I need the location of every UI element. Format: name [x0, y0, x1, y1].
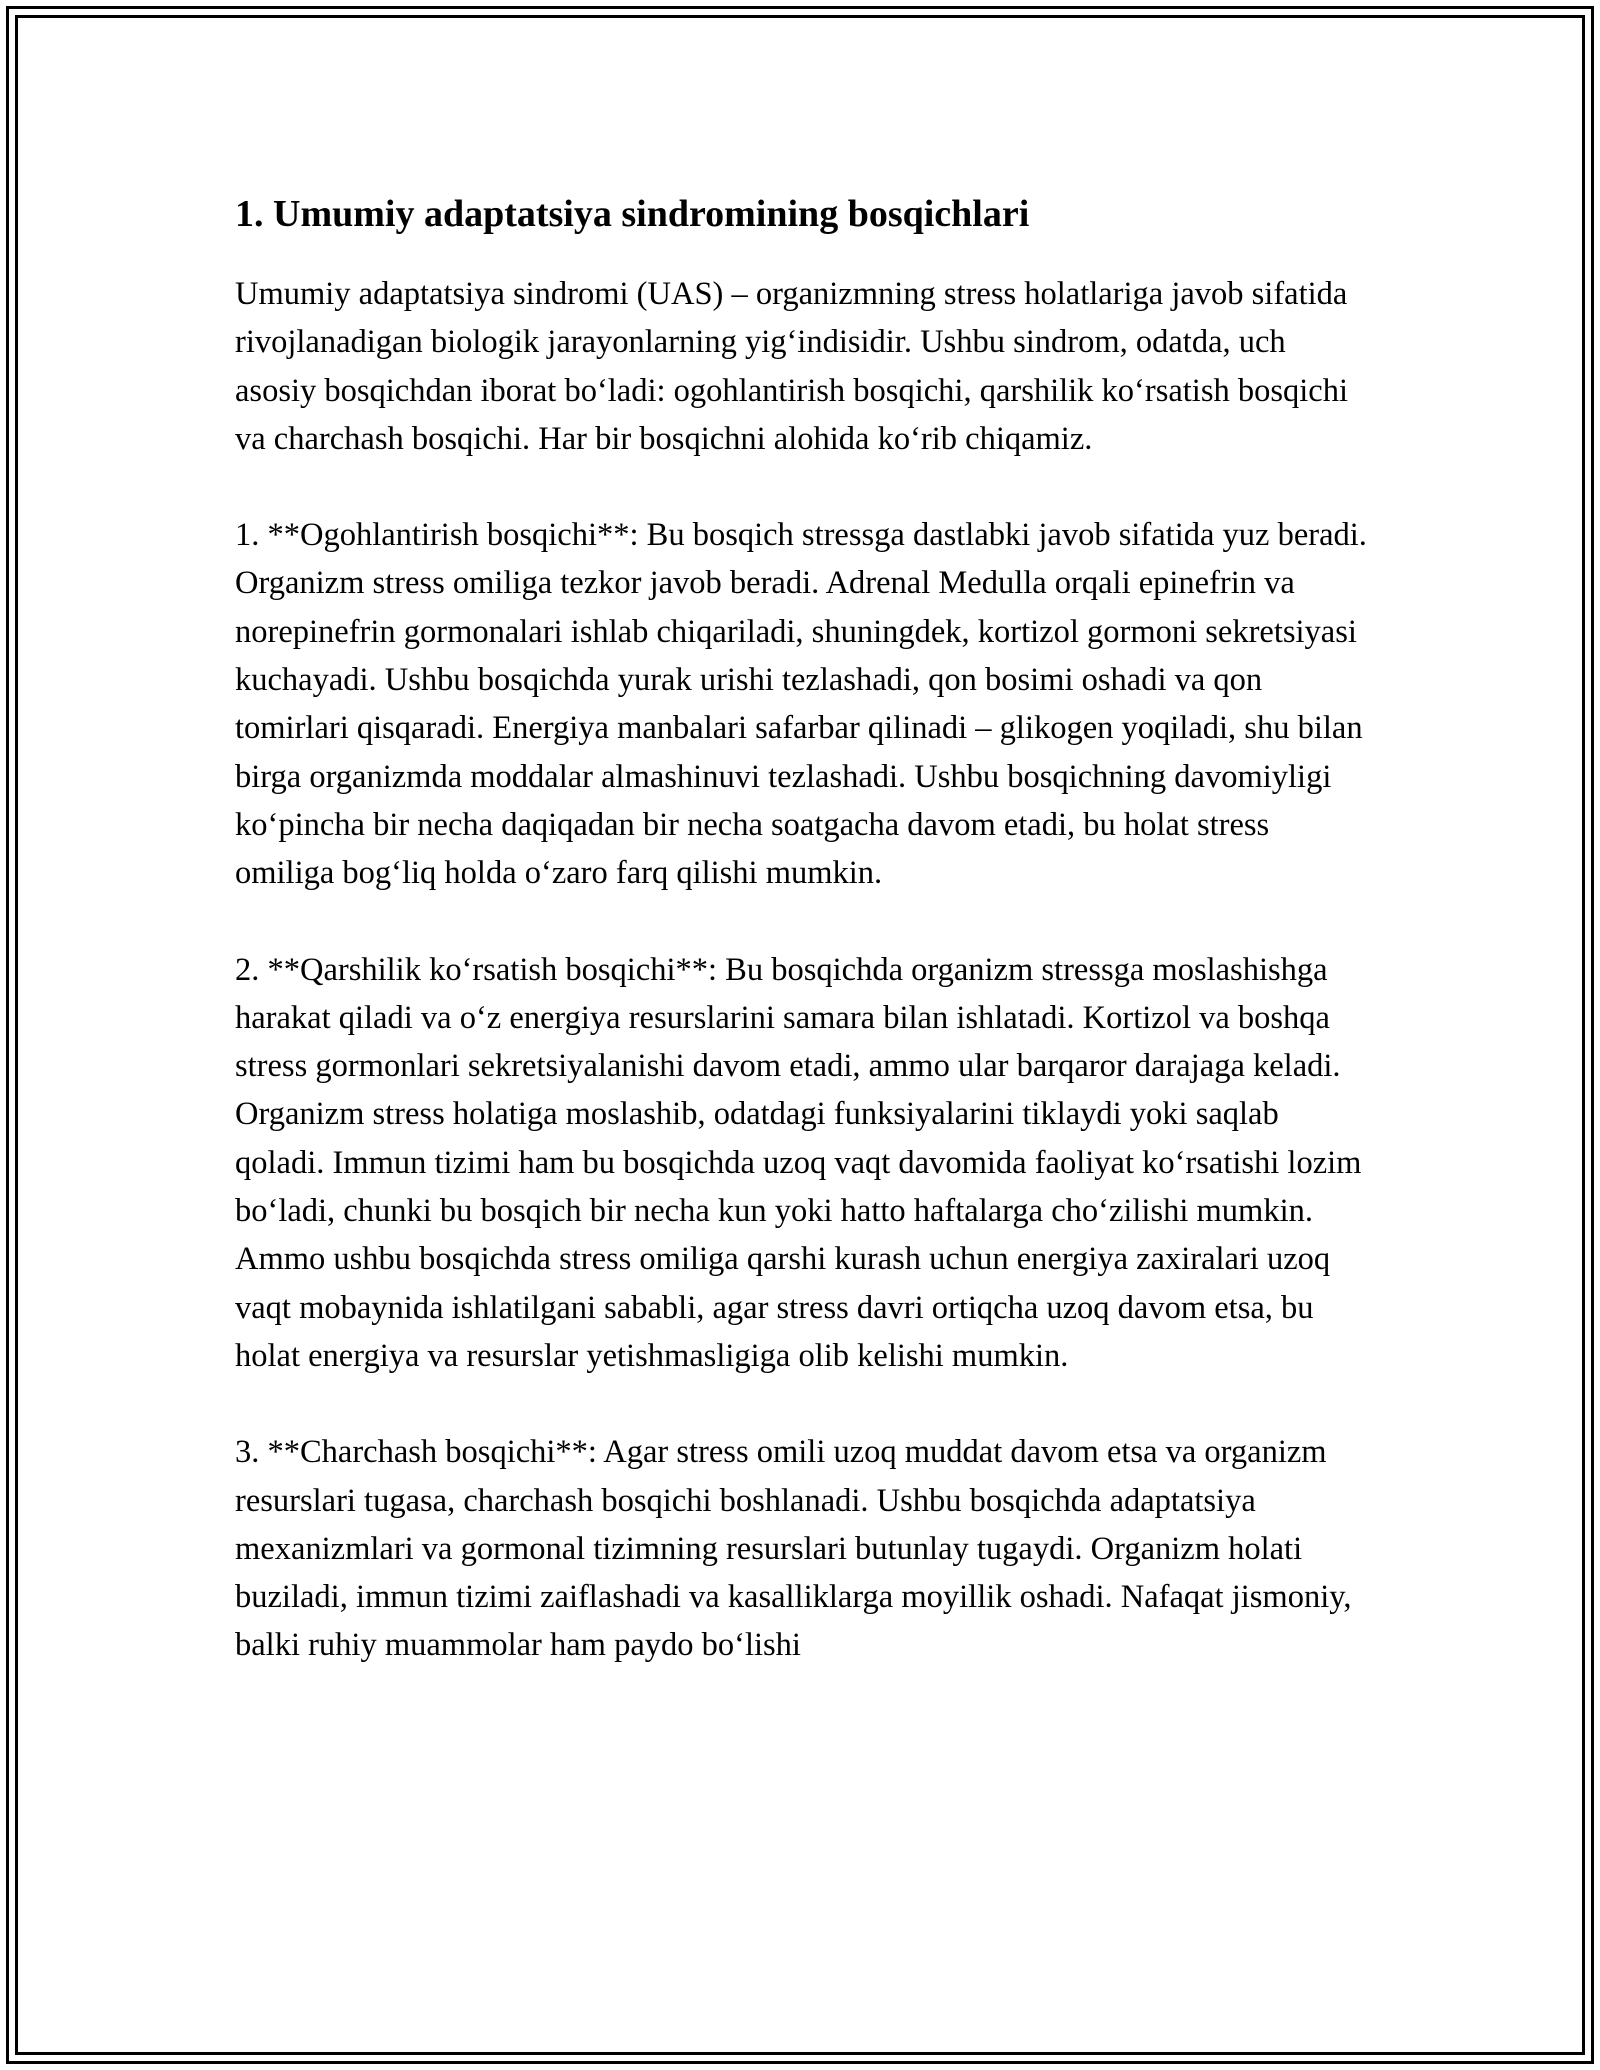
document-body [235, 188, 1375, 1670]
stage-3-paragraph: 3. **Charchash bosqichi**: Agar stress omili uzoq muddat davom etsa va organizm resurslari tugasa, charchash bosqichi boshlanadi. Ushbu bosqichda adaptatsiya mexanizmlari va gormonal tizimning resurslari butunlay tugaydi. Organizm holati buziladi, immun tizimi zaiflashadi va kasalliklarga moyillik oshadi. Nafaqat jismoniy, balki ruhiy muammolar ham paydo bo‘lishi [235, 1434, 1352, 1664]
section-title: 1. Umumiy adaptatsiya sindromining bosqichlari [235, 193, 1030, 235]
stage-2-paragraph: 2. **Qarshilik ko‘rsatish bosqichi**: Bu bosqichda organizm stressga moslashishga harakat qiladi va o‘z energiya resurslarini samara bilan ishlatadi. Kortizol va boshqa stress gormonlari sekretsiyalanishi davom etadi, ammo ular barqaror darajaga keladi. Organizm stress holatiga moslashib, odatdagi funksiyalarini tiklaydi yoki saqlab qoladi. Immun tizimi ham bu bosqichda uzoq vaqt davomida faoliyat ko‘rsatishi lozim bo‘ladi, chunki bu bosqich bir necha kun yoki hatto haftalarga cho‘zilishi mumkin. Ammo ushbu bosqichda stress omiliga qarshi kurash uchun energiya zaxiralari uzoq vaqt mobaynida ishlatilgani sababli, agar stress davri ortiqcha uzoq davom etsa, bu holat energiya va resurslar yetishmasligiga olib kelishi mumkin. [235, 951, 1362, 1374]
stage-1-paragraph: 1. **Ogohlantirish bosqichi**: Bu bosqich stressga dastlabki javob sifatida yuz beradi. Organizm stress omiliga tezkor javob beradi. Adrenal Medulla orqali epinefrin va norepinefrin gormonalari ishlab chiqariladi, shuningdek, kortizol gormoni sekretsiyasi kuchayadi. Ushbu bosqichda yurak urishi tezlashadi, qon bosimi oshadi va qon tomirlari qisqaradi. Energiya manbalari safarbar qilinadi – glikogen yoqiladi, shu bilan birga organizmda moddalar almashinuvi tezlashadi. Ushbu bosqichning davomiyligi ko‘pincha bir necha daqiqadan bir necha soatgacha davom etadi, bu holat stress omiliga bog‘liq holda o‘zaro farq qilishi mumkin. [235, 517, 1367, 892]
intro-paragraph: Umumiy adaptatsiya sindromi (UAS) – organizmning stress holatlariga javob sifatida rivojlanadigan biologik jarayonlarning yig‘indisidir. Ushbu sindrom, odatda, uch asosiy bosqichdan iborat bo‘ladi: ogohlantirish bosqichi, qarshilik ko‘rsatish bosqichi va charchash bosqichi. Har bir bosqichni alohida ko‘rib chiqamiz. [235, 276, 1348, 457]
